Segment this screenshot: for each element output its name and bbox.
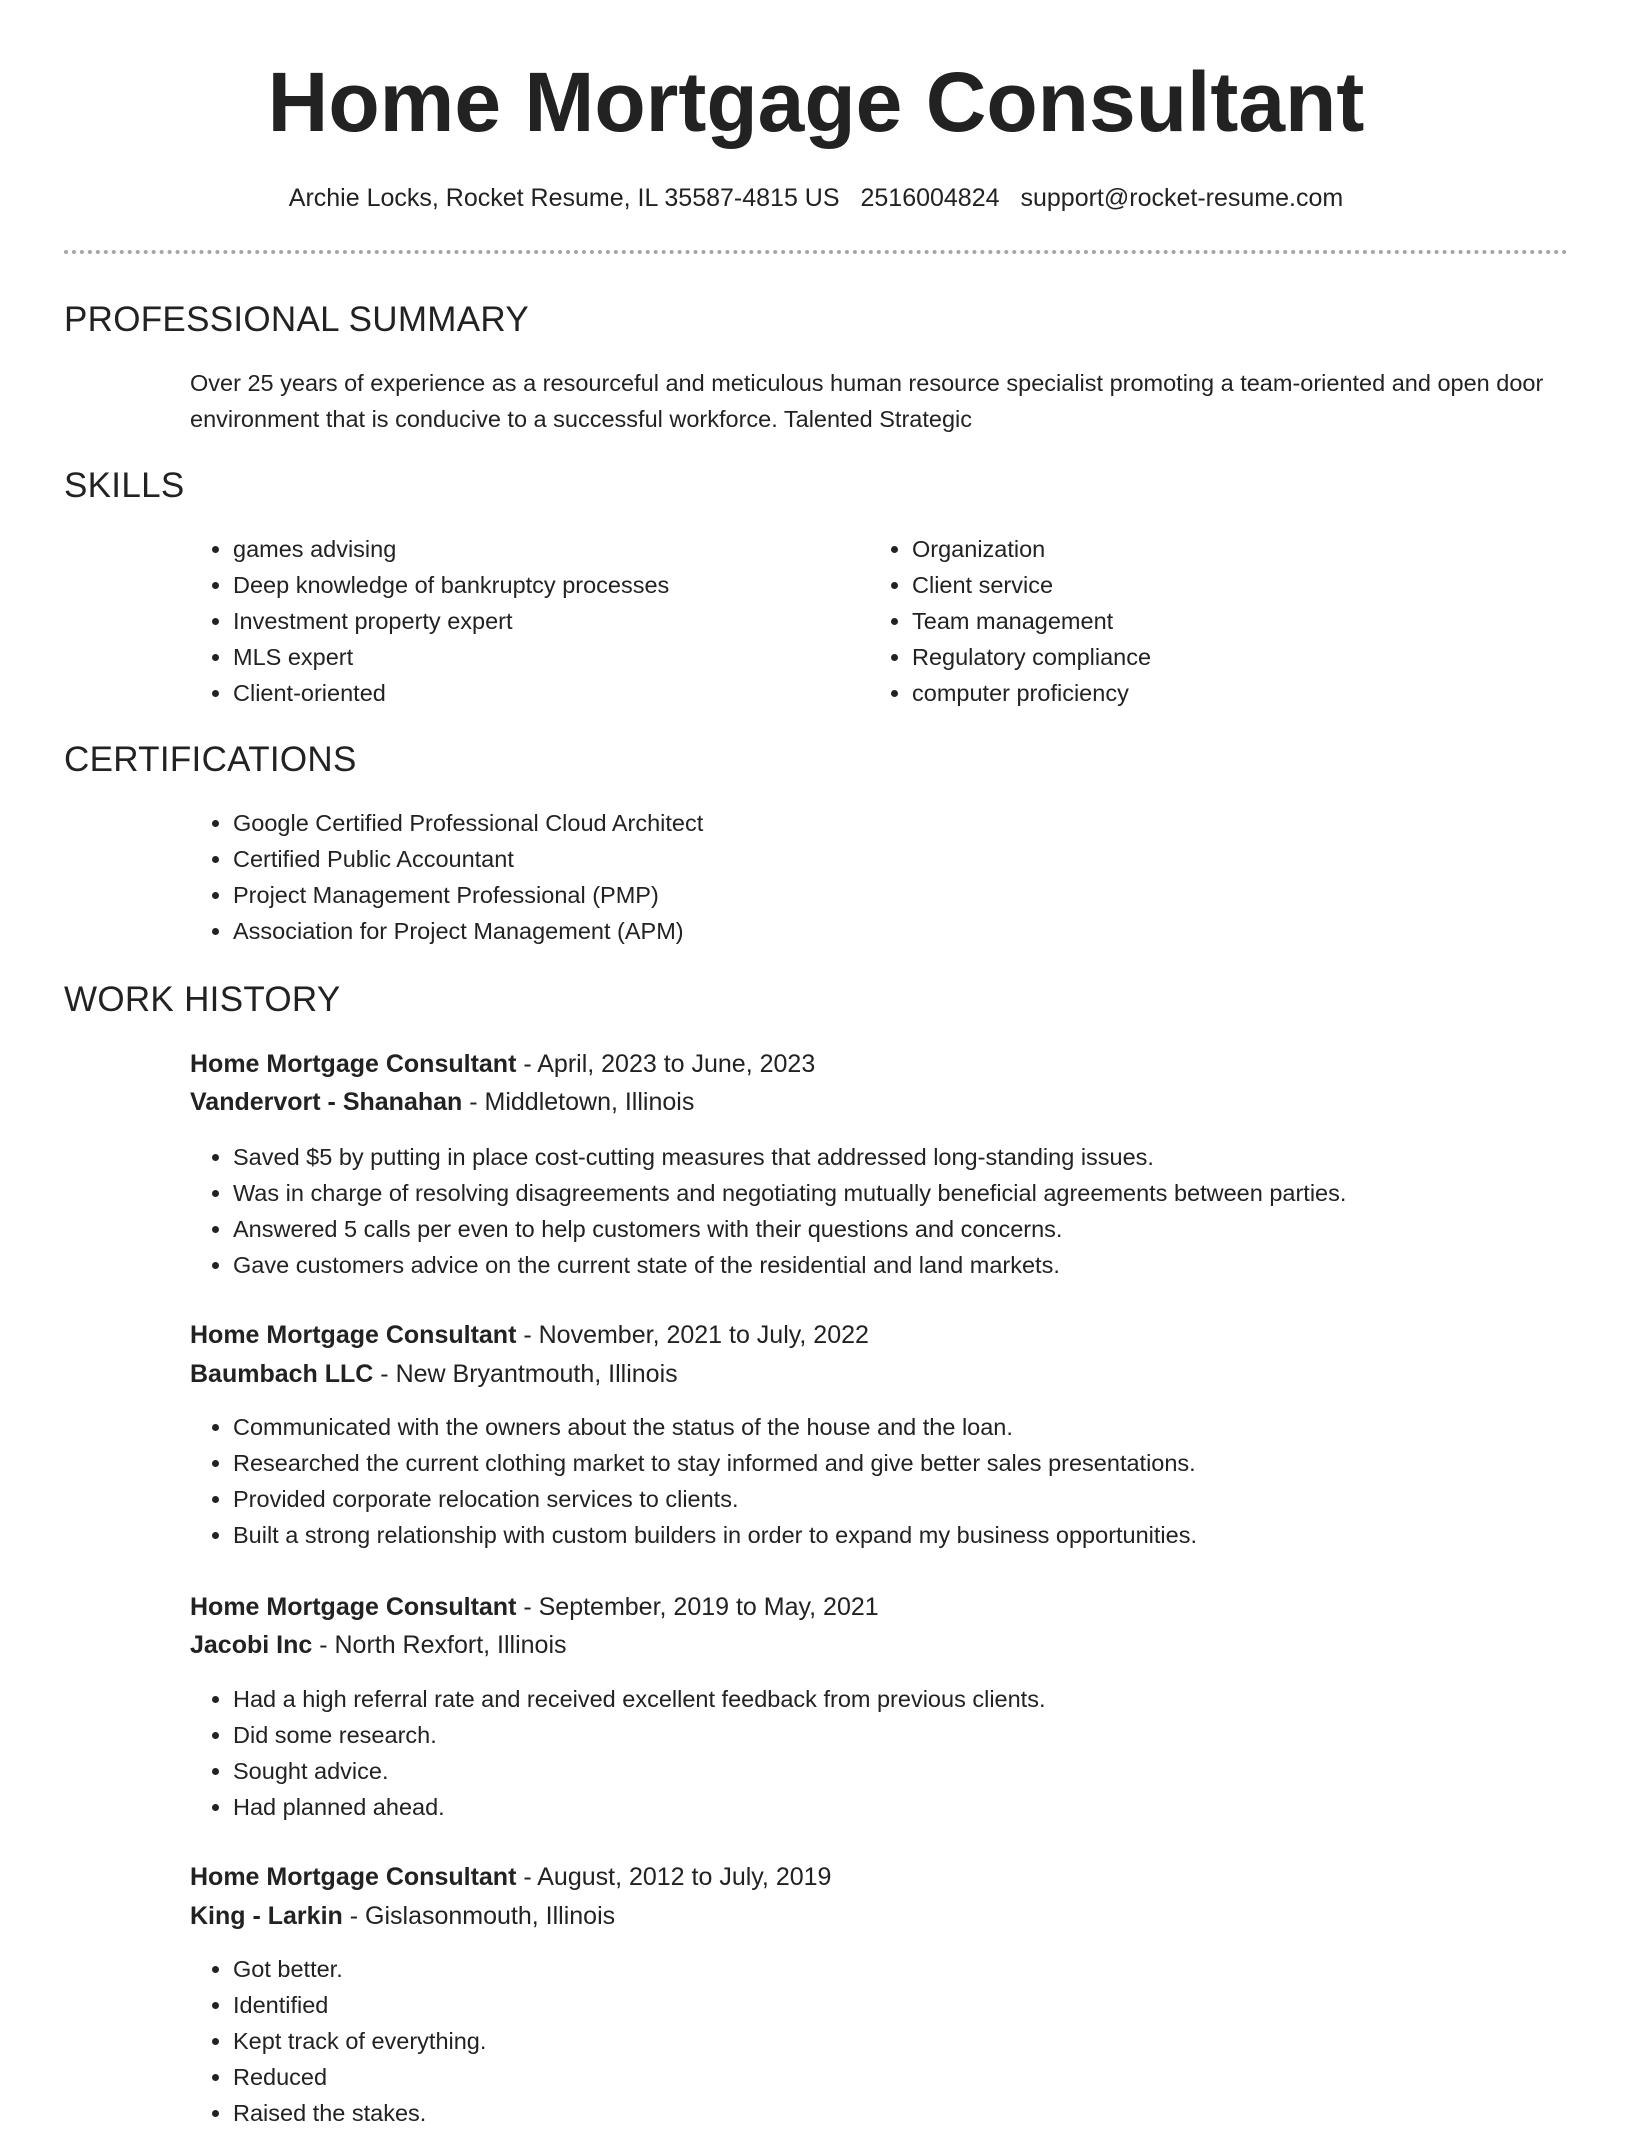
job-title: Home Mortgage Consultant [190,1321,517,1349]
job-company-line [190,1898,615,1934]
list-item: • Raised the stakes. [233,2095,1613,2131]
job-bullets [190,1139,1613,1283]
contact-email: support@rocket-resume.com [1020,184,1344,212]
job-company-line [190,1084,694,1120]
summary-text: Over 25 years of experience as a resourceful and meticulous human resource specialist promoting a team-oriented and open door environment that is conducive to a successful workforce. Talented Strategic [190,370,1544,432]
list-item: • Investment property expert [233,603,853,639]
summary-heading: PROFESSIONAL SUMMARY [64,300,529,339]
job-bullets [190,1681,1613,1825]
list-item: • Communicated with the owners about the status of the house and the loan. [233,1409,1613,1445]
list-item: • Had a high referral rate and received excellent feedback from previous clients. [233,1681,1613,1717]
job-dates: - August, 2012 to July, 2019 [516,1863,832,1891]
list-item: • Was in charge of resolving disagreements and negotiating mutually beneficial agreements between parties. [233,1175,1613,1211]
contact-line [0,180,1632,216]
job-company-line [190,1356,678,1392]
contact-phone: 2516004824 [860,184,1000,212]
skills-list-left [190,531,853,711]
list-item: • Team management [912,603,1532,639]
job-dates: - November, 2021 to July, 2022 [516,1321,869,1349]
list-item: • Researched the current clothing market to stay informed and give better sales presentations. [233,1445,1613,1481]
list-item: • Kept track of everything. [233,2023,1613,2059]
certifications-heading: CERTIFICATIONS [64,740,357,779]
job-dates: - April, 2023 to June, 2023 [516,1050,816,1078]
job-location: - New Bryantmouth, Illinois [373,1360,678,1388]
list-item: • Reduced [233,2059,1613,2095]
list-item: • Did some research. [233,1717,1613,1753]
job-company: Vandervort - Shanahan [190,1088,463,1116]
list-item: • Deep knowledge of bankruptcy processes [233,567,853,603]
list-item: • Identified [233,1987,1613,2023]
job-title-line [190,1317,869,1353]
list-item: • Saved $5 by putting in place cost-cutting measures that addressed long-standing issues. [233,1139,1613,1175]
job-company-line [190,1627,567,1663]
list-item: • Association for Project Management (APM) [233,913,1533,949]
job-title: Home Mortgage Consultant [190,1863,517,1891]
job-company: Jacobi Inc [190,1631,313,1659]
skills-heading: SKILLS [64,466,185,505]
job-dates: - September, 2019 to May, 2021 [516,1593,879,1621]
header-divider [64,250,1568,254]
list-item: • Sought advice. [233,1753,1613,1789]
job-location: - Middletown, Illinois [462,1088,695,1116]
list-item: • Got better. [233,1951,1613,1987]
list-item: • games advising [233,531,853,567]
job-company: King - Larkin [190,1902,343,1930]
list-item: • Gave customers advice on the current state of the residential and land markets. [233,1247,1613,1283]
job-title-line [190,1589,879,1625]
job-location: - North Rexfort, Illinois [312,1631,567,1659]
list-item: • Provided corporate relocation services to clients. [233,1481,1613,1517]
job-title-line [190,1859,831,1895]
list-item: • MLS expert [233,639,853,675]
job-title-line [190,1046,815,1082]
list-item: • Organization [912,531,1532,567]
list-item: • computer proficiency [912,675,1532,711]
list-item: • Client service [912,567,1532,603]
list-item: • Answered 5 calls per even to help customers with their questions and concerns. [233,1211,1613,1247]
job-title: Home Mortgage Consultant [190,1593,517,1621]
list-item: • Had planned ahead. [233,1789,1613,1825]
list-item: • Google Certified Professional Cloud Architect [233,805,1533,841]
resume-title: Home Mortgage Consultant [267,55,1365,149]
skills-list-right [869,531,1532,711]
job-bullets [190,1409,1613,1553]
list-item: • Project Management Professional (PMP) [233,877,1533,913]
job-bullets [190,1951,1613,2131]
job-title: Home Mortgage Consultant [190,1050,517,1078]
contact-address: Archie Locks, Rocket Resume, IL 35587-4815 US [288,184,840,212]
list-item: • Client-oriented [233,675,853,711]
work-heading: WORK HISTORY [64,980,341,1019]
certifications-list [190,805,1533,949]
job-company: Baumbach LLC [190,1360,374,1388]
list-item: • Built a strong relationship with custom builders in order to expand my business opportunities. [233,1517,1613,1553]
list-item: • Certified Public Accountant [233,841,1533,877]
list-item: • Regulatory compliance [912,639,1532,675]
job-location: - Gislasonmouth, Illinois [342,1902,616,1930]
